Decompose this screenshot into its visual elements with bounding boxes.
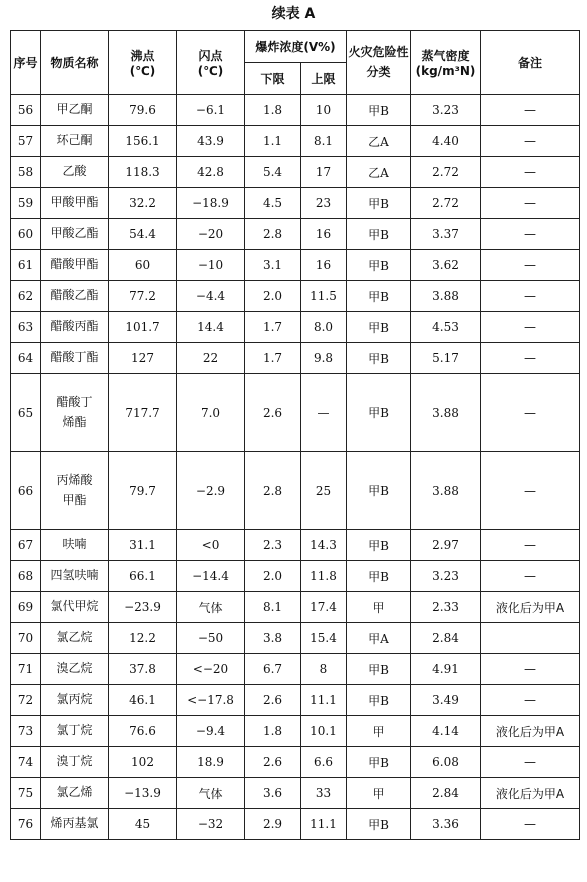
- seq-cell: 74: [11, 747, 41, 778]
- flash-point-cell: −32: [177, 809, 245, 840]
- lower-limit-cell: 4.5: [245, 188, 301, 219]
- seq-cell: 56: [11, 95, 41, 126]
- name-line: 烯酯: [62, 414, 87, 429]
- boiling-point-cell: 45: [109, 809, 177, 840]
- name-cell: 氯乙烯: [41, 778, 109, 809]
- seq-cell: 61: [11, 250, 41, 281]
- name-cell: 甲乙酮: [41, 95, 109, 126]
- header-vapor-density: [411, 31, 481, 95]
- name-cell: 呋喃: [41, 530, 109, 561]
- vapor-density-cell: 3.23: [411, 95, 481, 126]
- seq-cell: 64: [11, 343, 41, 374]
- lower-limit-cell: 3.6: [245, 778, 301, 809]
- note-cell: [481, 623, 580, 654]
- name-cell: 环己酮: [41, 126, 109, 157]
- lower-limit-cell: 2.0: [245, 561, 301, 592]
- data-table: [10, 30, 580, 840]
- flash-point-cell: −10: [177, 250, 245, 281]
- name-cell: 醋酸乙酯: [41, 281, 109, 312]
- name-cell: 氯丁烷: [41, 716, 109, 747]
- lower-limit-cell: 1.1: [245, 126, 301, 157]
- boiling-point-cell: 717.7: [109, 374, 177, 452]
- vapor-density-cell: 2.84: [411, 623, 481, 654]
- seq-cell: 59: [11, 188, 41, 219]
- name-line: 醋酸丁: [56, 395, 93, 410]
- seq-cell: 69: [11, 592, 41, 623]
- header-note: 备注: [481, 31, 580, 95]
- note-cell: —: [481, 452, 580, 530]
- note-cell: —: [481, 654, 580, 685]
- note-cell: —: [481, 281, 580, 312]
- boiling-point-cell: 77.2: [109, 281, 177, 312]
- lower-limit-cell: 1.8: [245, 95, 301, 126]
- note-cell: —: [481, 561, 580, 592]
- fire-class-cell: 甲B: [347, 685, 411, 716]
- vapor-density-cell: 3.88: [411, 374, 481, 452]
- name-cell: 甲酸乙酯: [41, 219, 109, 250]
- name-cell: [41, 452, 109, 530]
- lower-limit-cell: 1.7: [245, 312, 301, 343]
- vapor-density-cell: 4.91: [411, 654, 481, 685]
- upper-limit-cell: 6.6: [301, 747, 347, 778]
- boiling-point-cell: 54.4: [109, 219, 177, 250]
- seq-cell: 75: [11, 778, 41, 809]
- lower-limit-cell: 2.3: [245, 530, 301, 561]
- flash-point-cell: −18.9: [177, 188, 245, 219]
- seq-cell: 66: [11, 452, 41, 530]
- fire-class-cell: 甲B: [347, 374, 411, 452]
- flash-point-cell: −2.9: [177, 452, 245, 530]
- upper-limit-cell: 23: [301, 188, 347, 219]
- upper-limit-cell: 9.8: [301, 343, 347, 374]
- upper-limit-cell: 25: [301, 452, 347, 530]
- lower-limit-cell: 2.0: [245, 281, 301, 312]
- vapor-density-cell: 3.88: [411, 452, 481, 530]
- lower-limit-cell: 3.1: [245, 250, 301, 281]
- note-cell: —: [481, 250, 580, 281]
- flash-point-cell: 18.9: [177, 747, 245, 778]
- table-row: [11, 250, 580, 281]
- note-cell: 液化后为甲A: [481, 716, 580, 747]
- flash-point-cell: 气体: [177, 592, 245, 623]
- seq-cell: 58: [11, 157, 41, 188]
- seq-cell: 57: [11, 126, 41, 157]
- upper-limit-cell: 17.4: [301, 592, 347, 623]
- fire-class-cell: 甲B: [347, 452, 411, 530]
- vapor-density-cell: 2.72: [411, 188, 481, 219]
- flash-point-cell: <−20: [177, 654, 245, 685]
- table-row: [11, 343, 580, 374]
- lower-limit-cell: 8.1: [245, 592, 301, 623]
- seq-cell: 67: [11, 530, 41, 561]
- name-cell: [41, 374, 109, 452]
- name-cell: 四氢呋喃: [41, 561, 109, 592]
- header-flash-label: 闪点: [198, 49, 223, 63]
- table-row: [11, 281, 580, 312]
- name-cell: 氯丙烷: [41, 685, 109, 716]
- fire-class-cell: 甲B: [347, 343, 411, 374]
- lower-limit-cell: 2.6: [245, 747, 301, 778]
- vapor-density-cell: 3.88: [411, 281, 481, 312]
- upper-limit-cell: 14.3: [301, 530, 347, 561]
- fire-class-cell: 甲B: [347, 312, 411, 343]
- upper-limit-cell: 33: [301, 778, 347, 809]
- flash-point-cell: −14.4: [177, 561, 245, 592]
- upper-limit-cell: 16: [301, 219, 347, 250]
- upper-limit-cell: 8.0: [301, 312, 347, 343]
- lower-limit-cell: 1.7: [245, 343, 301, 374]
- vapor-density-cell: 3.36: [411, 809, 481, 840]
- lower-limit-cell: 2.8: [245, 219, 301, 250]
- note-cell: —: [481, 219, 580, 250]
- vapor-density-cell: 4.14: [411, 716, 481, 747]
- upper-limit-cell: 10: [301, 95, 347, 126]
- upper-limit-cell: 11.1: [301, 685, 347, 716]
- fire-class-cell: 甲: [347, 592, 411, 623]
- lower-limit-cell: 1.8: [245, 716, 301, 747]
- name-cell: 溴丁烷: [41, 747, 109, 778]
- table-row: [11, 716, 580, 747]
- name-cell: 溴乙烷: [41, 654, 109, 685]
- name-cell: 氯代甲烷: [41, 592, 109, 623]
- seq-cell: 73: [11, 716, 41, 747]
- table-row: [11, 623, 580, 654]
- flash-point-cell: 气体: [177, 778, 245, 809]
- upper-limit-cell: 11.8: [301, 561, 347, 592]
- seq-cell: 68: [11, 561, 41, 592]
- boiling-point-cell: 31.1: [109, 530, 177, 561]
- boiling-point-cell: 79.6: [109, 95, 177, 126]
- table-row: [11, 188, 580, 219]
- note-cell: —: [481, 685, 580, 716]
- vapor-density-cell: 3.62: [411, 250, 481, 281]
- lower-limit-cell: 2.6: [245, 374, 301, 452]
- vapor-density-cell: 6.08: [411, 747, 481, 778]
- table-row: [11, 685, 580, 716]
- upper-limit-cell: 11.1: [301, 809, 347, 840]
- flash-point-cell: 7.0: [177, 374, 245, 452]
- seq-cell: 62: [11, 281, 41, 312]
- header-vapor-label: 蒸气密度: [421, 49, 470, 63]
- upper-limit-cell: —: [301, 374, 347, 452]
- fire-class-cell: 甲B: [347, 747, 411, 778]
- flash-point-cell: <−17.8: [177, 685, 245, 716]
- name-cell: 醋酸丙酯: [41, 312, 109, 343]
- boiling-point-cell: 60: [109, 250, 177, 281]
- note-cell: —: [481, 157, 580, 188]
- flash-point-cell: −6.1: [177, 95, 245, 126]
- vapor-density-cell: 2.72: [411, 157, 481, 188]
- header-name: 物质名称: [41, 31, 109, 95]
- table-row: [11, 530, 580, 561]
- vapor-density-cell: 3.23: [411, 561, 481, 592]
- upper-limit-cell: 10.1: [301, 716, 347, 747]
- boiling-point-cell: 32.2: [109, 188, 177, 219]
- seq-cell: 63: [11, 312, 41, 343]
- header-fire-class: 火灾危险性分类: [347, 31, 411, 95]
- fire-class-cell: 甲B: [347, 219, 411, 250]
- fire-class-cell: 甲: [347, 778, 411, 809]
- seq-cell: 76: [11, 809, 41, 840]
- table-body: [11, 95, 580, 840]
- table-row: [11, 374, 580, 452]
- lower-limit-cell: 2.9: [245, 809, 301, 840]
- fire-class-cell: 甲B: [347, 561, 411, 592]
- note-cell: —: [481, 530, 580, 561]
- table-row: [11, 747, 580, 778]
- fire-class-cell: 甲B: [347, 654, 411, 685]
- vapor-density-cell: 3.49: [411, 685, 481, 716]
- note-cell: —: [481, 747, 580, 778]
- vapor-density-cell: 3.37: [411, 219, 481, 250]
- note-cell: —: [481, 126, 580, 157]
- note-cell: —: [481, 95, 580, 126]
- seq-cell: 65: [11, 374, 41, 452]
- boiling-point-cell: 66.1: [109, 561, 177, 592]
- header-seq: 序号: [11, 31, 41, 95]
- note-cell: 液化后为甲A: [481, 592, 580, 623]
- note-cell: —: [481, 809, 580, 840]
- lower-limit-cell: 3.8: [245, 623, 301, 654]
- boiling-point-cell: −23.9: [109, 592, 177, 623]
- vapor-density-cell: 4.53: [411, 312, 481, 343]
- boiling-point-cell: 118.3: [109, 157, 177, 188]
- note-cell: 液化后为甲A: [481, 778, 580, 809]
- name-cell: 乙酸: [41, 157, 109, 188]
- header-explosion: 爆炸浓度(V%): [245, 31, 347, 63]
- flash-point-cell: −9.4: [177, 716, 245, 747]
- fire-class-cell: 乙A: [347, 126, 411, 157]
- flash-point-cell: −50: [177, 623, 245, 654]
- fire-class-cell: 甲B: [347, 281, 411, 312]
- boiling-point-cell: 101.7: [109, 312, 177, 343]
- lower-limit-cell: 2.8: [245, 452, 301, 530]
- lower-limit-cell: 6.7: [245, 654, 301, 685]
- header-flash-unit: (℃): [197, 64, 224, 78]
- seq-cell: 71: [11, 654, 41, 685]
- name-line: 甲酯: [62, 492, 87, 507]
- note-cell: —: [481, 312, 580, 343]
- header-upper: 上限: [301, 63, 347, 95]
- fire-class-cell: 甲B: [347, 95, 411, 126]
- boiling-point-cell: 156.1: [109, 126, 177, 157]
- fire-class-cell: 乙A: [347, 157, 411, 188]
- header-flash-point: [177, 31, 245, 95]
- name-cell: 氯乙烷: [41, 623, 109, 654]
- table-row: [11, 778, 580, 809]
- header-boiling-unit: (℃): [129, 64, 156, 78]
- flash-point-cell: 43.9: [177, 126, 245, 157]
- table-row: [11, 312, 580, 343]
- boiling-point-cell: 12.2: [109, 623, 177, 654]
- boiling-point-cell: 102: [109, 747, 177, 778]
- header-vapor-unit: (kg/m³N): [415, 64, 476, 78]
- table-row: [11, 126, 580, 157]
- header-lower: 下限: [245, 63, 301, 95]
- fire-class-cell: 甲B: [347, 530, 411, 561]
- note-cell: —: [481, 343, 580, 374]
- boiling-point-cell: 127: [109, 343, 177, 374]
- vapor-density-cell: 2.97: [411, 530, 481, 561]
- table-row: [11, 157, 580, 188]
- boiling-point-cell: −13.9: [109, 778, 177, 809]
- table-row: [11, 654, 580, 685]
- lower-limit-cell: 5.4: [245, 157, 301, 188]
- header-boiling-label: 沸点: [130, 49, 155, 63]
- lower-limit-cell: 2.6: [245, 685, 301, 716]
- header-boiling-point: [109, 31, 177, 95]
- vapor-density-cell: 2.33: [411, 592, 481, 623]
- fire-class-cell: 甲B: [347, 250, 411, 281]
- flash-point-cell: 14.4: [177, 312, 245, 343]
- boiling-point-cell: 37.8: [109, 654, 177, 685]
- upper-limit-cell: 11.5: [301, 281, 347, 312]
- flash-point-cell: −4.4: [177, 281, 245, 312]
- seq-cell: 72: [11, 685, 41, 716]
- flash-point-cell: 22: [177, 343, 245, 374]
- name-cell: 醋酸丁酯: [41, 343, 109, 374]
- fire-class-cell: 甲B: [347, 809, 411, 840]
- vapor-density-cell: 4.40: [411, 126, 481, 157]
- name-cell: 甲酸甲酯: [41, 188, 109, 219]
- table-row: [11, 592, 580, 623]
- table-row: [11, 809, 580, 840]
- fire-class-cell: 甲: [347, 716, 411, 747]
- upper-limit-cell: 15.4: [301, 623, 347, 654]
- boiling-point-cell: 46.1: [109, 685, 177, 716]
- note-cell: —: [481, 188, 580, 219]
- flash-point-cell: <0: [177, 530, 245, 561]
- seq-cell: 70: [11, 623, 41, 654]
- vapor-density-cell: 2.84: [411, 778, 481, 809]
- table-row: [11, 452, 580, 530]
- name-cell: 醋酸甲酯: [41, 250, 109, 281]
- table-row: [11, 561, 580, 592]
- vapor-density-cell: 5.17: [411, 343, 481, 374]
- table-row: [11, 219, 580, 250]
- upper-limit-cell: 8: [301, 654, 347, 685]
- flash-point-cell: −20: [177, 219, 245, 250]
- name-cell: 烯丙基氯: [41, 809, 109, 840]
- note-cell: —: [481, 374, 580, 452]
- fire-class-cell: 甲B: [347, 188, 411, 219]
- upper-limit-cell: 16: [301, 250, 347, 281]
- table-title: 续表 A: [271, 6, 316, 22]
- seq-cell: 60: [11, 219, 41, 250]
- boiling-point-cell: 79.7: [109, 452, 177, 530]
- boiling-point-cell: 76.6: [109, 716, 177, 747]
- flash-point-cell: 42.8: [177, 157, 245, 188]
- fire-class-cell: 甲A: [347, 623, 411, 654]
- table-row: [11, 95, 580, 126]
- upper-limit-cell: 8.1: [301, 126, 347, 157]
- upper-limit-cell: 17: [301, 157, 347, 188]
- name-line: 丙烯酸: [56, 473, 93, 488]
